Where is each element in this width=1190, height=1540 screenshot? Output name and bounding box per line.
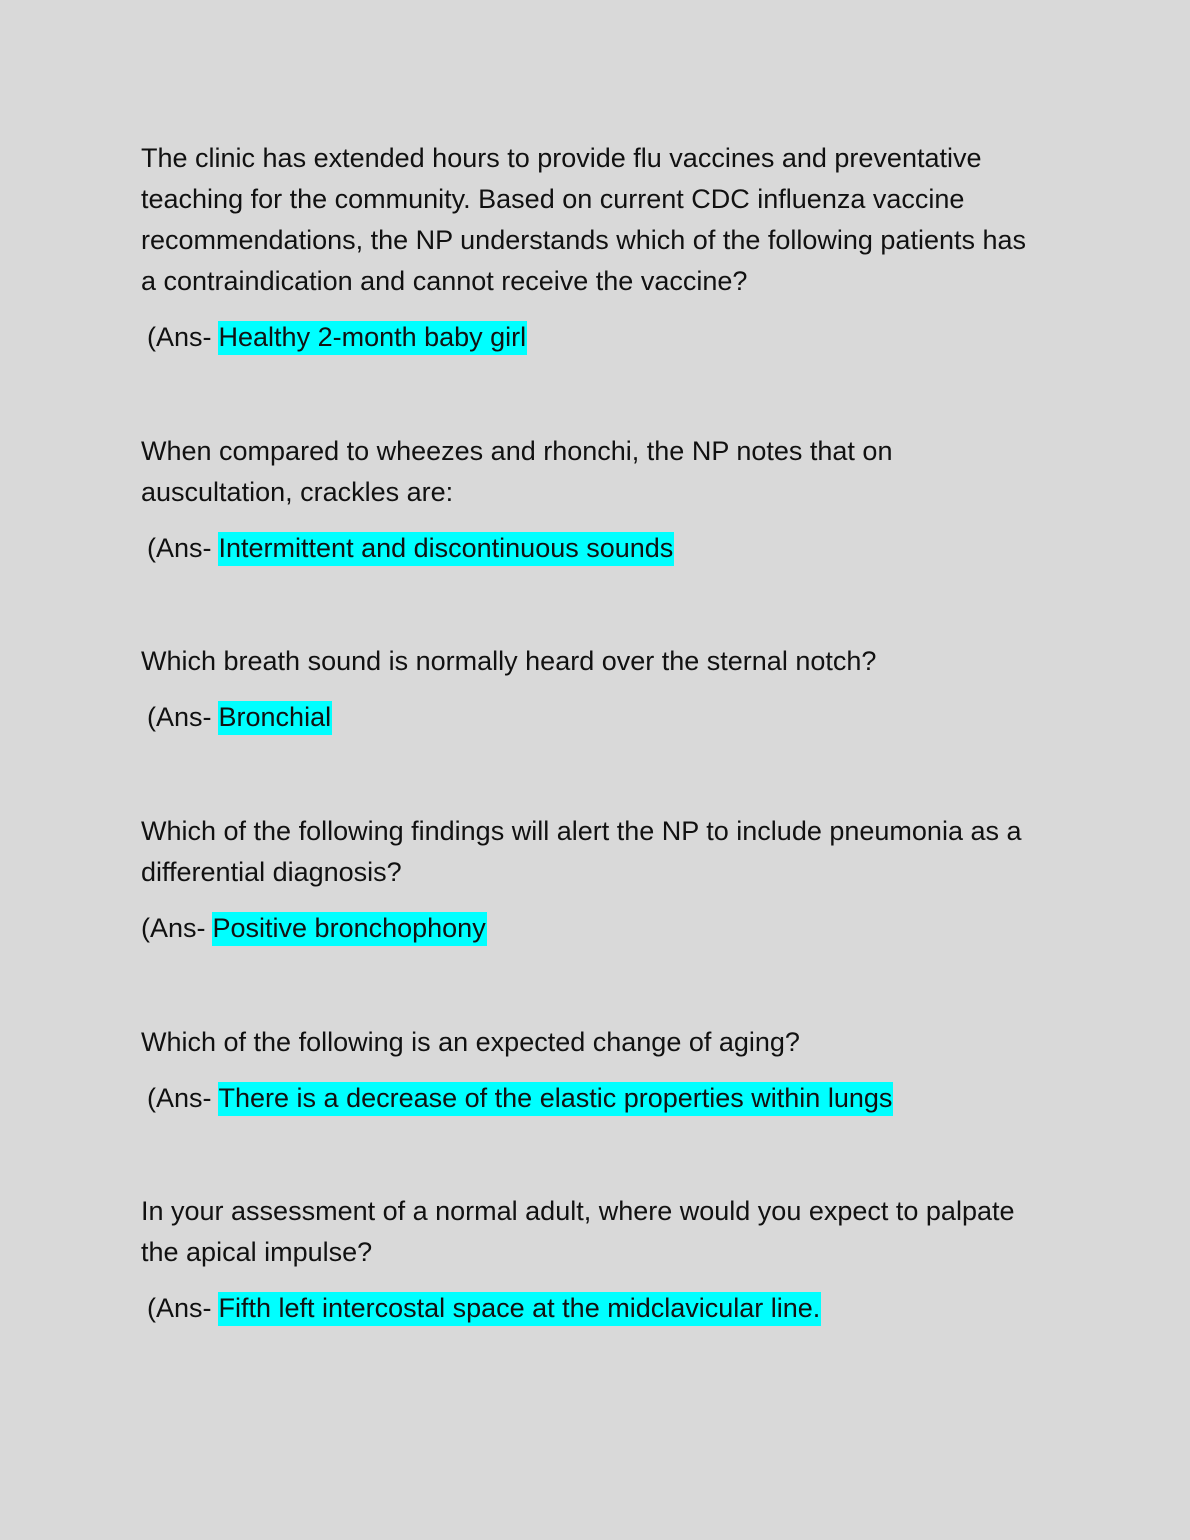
answer-prefix: (Ans- xyxy=(147,533,212,563)
question-text: Which breath sound is normally heard over the sternal notch? xyxy=(141,646,877,676)
answer-prefix: (Ans- xyxy=(147,702,212,732)
answer-prefix: (Ans- xyxy=(141,913,206,943)
question-text: The clinic has extended hours to provide flu vaccines and preventative teaching for the community. Based on current CDC influenza vaccine recommendations, the NP understands which of the following patients has a contraindication and cannot receive the vaccine? xyxy=(141,143,1027,296)
answer-highlight: Positive bronchophony xyxy=(212,912,487,946)
answer-line xyxy=(141,529,1041,567)
qa-item-6 xyxy=(141,1191,1041,1327)
answer-line xyxy=(141,698,1041,736)
answer-line xyxy=(141,318,1041,356)
question-text: Which of the following is an expected change of aging? xyxy=(141,1027,800,1057)
qa-item-4 xyxy=(141,811,1041,947)
question-text: When compared to wheezes and rhonchi, the NP notes that on auscultation, crackles are: xyxy=(141,436,893,507)
answer-highlight: There is a decrease of the elastic properties within lungs xyxy=(218,1082,894,1116)
answer-highlight: Healthy 2-month baby girl xyxy=(218,321,528,355)
answer-highlight: Bronchial xyxy=(218,701,333,735)
answer-prefix: (Ans- xyxy=(147,322,212,352)
question-text: Which of the following findings will alert the NP to include pneumonia as a differential diagnosis? xyxy=(141,816,1022,887)
qa-item-3 xyxy=(141,641,1041,736)
answer-highlight: Intermittent and discontinuous sounds xyxy=(218,532,675,566)
answer-highlight: Fifth left intercostal space at the midclavicular line. xyxy=(218,1292,822,1326)
question-text: In your assessment of a normal adult, where would you expect to palpate the apical impulse? xyxy=(141,1196,1015,1267)
answer-line xyxy=(141,909,1041,947)
qa-item-1 xyxy=(141,138,1041,356)
answer-line xyxy=(141,1079,1041,1117)
answer-prefix: (Ans- xyxy=(147,1293,212,1323)
answer-prefix: (Ans- xyxy=(147,1083,212,1113)
qa-item-2 xyxy=(141,431,1041,567)
qa-item-5 xyxy=(141,1022,1041,1117)
answer-line xyxy=(141,1289,1041,1327)
